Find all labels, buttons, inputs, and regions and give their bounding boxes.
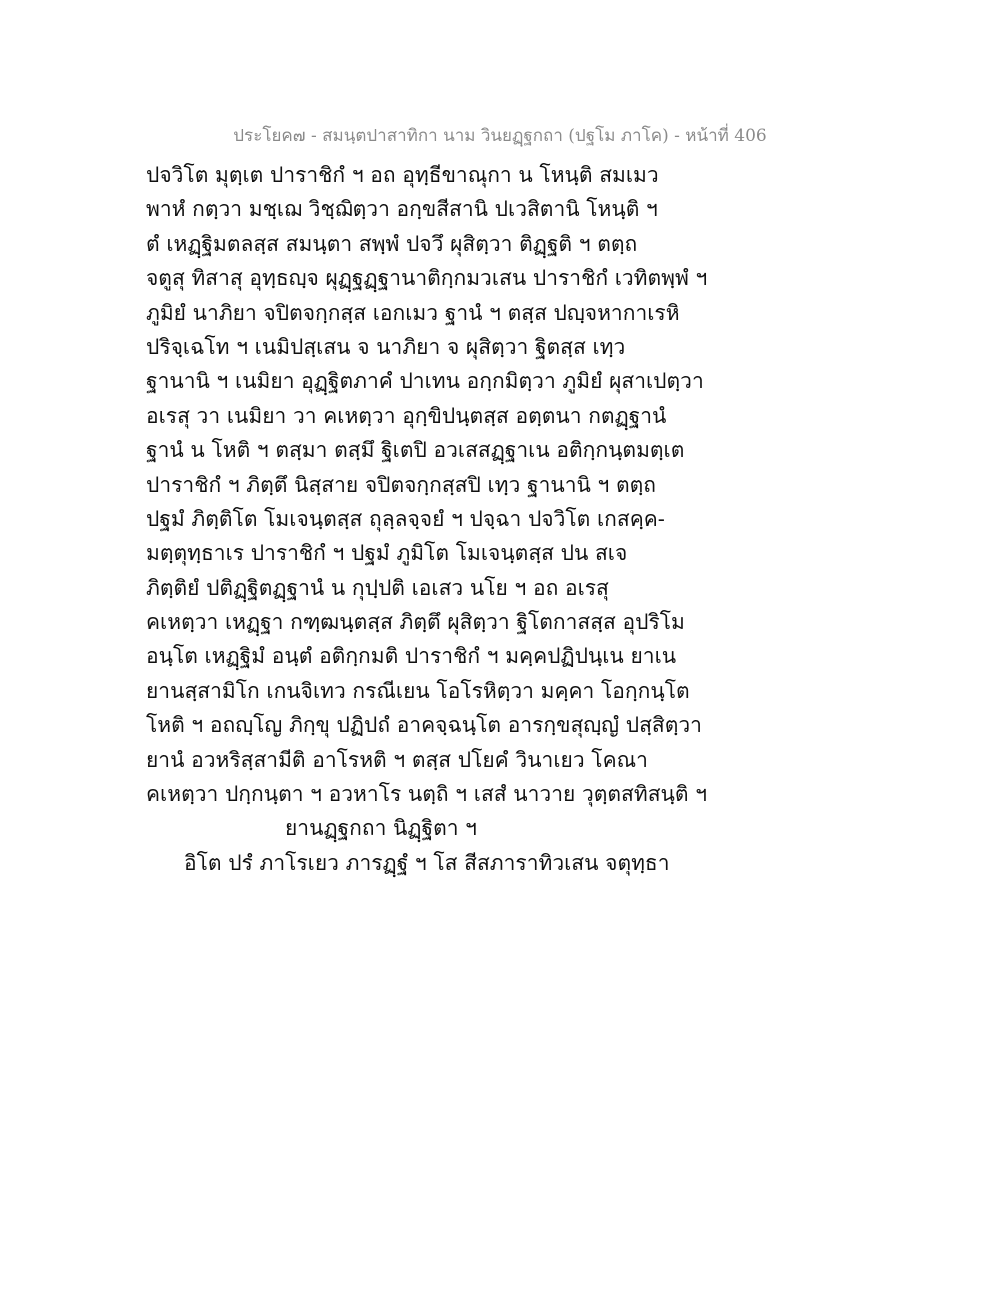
text-line: ฐานํ น โหติ ฯ ตสฺมา ตสฺมึ ฐิเตปิ อวเสสฏฺฐาเน อติกฺกนฺตมตฺเต bbox=[146, 438, 685, 463]
text-line: ตํ เหฏฺฐิมตลสฺส สมนฺตา สพฺพํ ปจวึ ผุสิตฺวา ติฏฺฐติ ฯ ตตฺถ bbox=[146, 231, 638, 256]
text-line: ปาราชิกํ ฯ ภิตฺตึ นิสฺสาย จปิตจกฺกสฺสปิ เทฺว ฐานานิ ฯ ตตฺถ bbox=[146, 472, 657, 497]
text-line: โหติ ฯ อถญฺโญ ภิกฺขุ ปฏิปถํ อาคจฺฉนฺโต อารกฺขสุญฺญํ ปสฺสิตฺวา bbox=[146, 713, 702, 738]
text-line: อนฺโต เหฏฺฐิมํ อนฺตํ อติกฺกมติ ปาราชิกํ ฯ มคฺคปฏิปนฺเน ยาเน bbox=[146, 644, 677, 669]
text-line: คเหตฺวา เหฏฺฐา กฑฺฒนฺตสฺส ภิตฺตึ ผุสิตฺวา ฐิโตกาสสฺส อุปริโม bbox=[146, 610, 685, 635]
text-line: ปจวิโต มุตฺเต ปาราชิกํ ฯ อถ อุทฺธีขาณุกา น โหนฺติ สมเมว bbox=[146, 163, 659, 187]
text-line: ภิตฺติยํ ปติฏฺฐิตฏฺฐานํ น กุปฺปติ เอเสว นโย ฯ อถ อเรสุ bbox=[146, 575, 609, 600]
body-text bbox=[146, 158, 866, 880]
text-line: คเหตฺวา ปกฺกนฺตา ฯ อวหาโร นตฺถิ ฯ เสสํ นาวาย วุตฺตสทิสนฺติ ฯ bbox=[146, 782, 707, 807]
text-line: อเรสุ วา เนมิยา วา คเหตฺวา อุกฺขิปนฺตสฺส อตฺตนา กตฏฺฐานํ bbox=[146, 403, 667, 428]
text-line: พาหํ กตฺวา มชฺเฌ วิชฺฌิตฺวา อกฺขสีสานิ ปเวสิตานิ โหนฺติ ฯ bbox=[146, 197, 658, 222]
text-line: ฐานานิ ฯ เนมิยา อุฏฺฐิตภาคํ ปาเทน อกฺกมิตฺวา ภูมิยํ ผุสาเปตฺวา bbox=[146, 369, 704, 394]
text-line: ยานํ อวหริสฺสามีติ อาโรหติ ฯ ตสฺส ปโยคํ วินาเยว โคณา bbox=[146, 747, 648, 772]
text-line: ปริจฺเฉโท ฯ เนมิปสฺเสน จ นาภิยา จ ผุสิตฺวา ฐิตสฺส เทฺว bbox=[146, 334, 626, 359]
text-line: ภูมิยํ นาภิยา จปิตจกฺกสฺส เอกเมว ฐานํ ฯ ตสฺส ปญฺจหากาเรหิ bbox=[146, 300, 680, 325]
page-header: ประโยค๗ - สมนฺตปาสาทิกา นาม วินยฏฺฐกถา (ปฐโม ภาโค) - หน้าที่ 406 bbox=[233, 126, 767, 146]
text-line: ปฐมํ ภิตฺติโต โมเจนฺตสฺส ถุลฺลจฺจยํ ฯ ปจฺฉา ปจวิโต เกสคฺค- bbox=[146, 506, 665, 531]
text-line: จตูสุ ทิสาสุ อุทฺธญฺจ ผุฏฺฐฏฺฐานาติกฺกมวเสน ปาราชิกํ เวทิตพฺพํ ฯ bbox=[146, 266, 708, 291]
text-line: ยานสฺสามิโก เกนจิเทว กรณีเยน โอโรหิตฺวา มคฺคา โอกฺกนฺโต bbox=[146, 678, 690, 703]
text-line: มตฺตุทฺธาเร ปาราชิกํ ฯ ปฐมํ ภูมิโต โมเจนฺตสฺส ปน สเจ bbox=[146, 541, 628, 566]
paragraph-start-line: อิโต ปรํ ภาโรเยว ภารฏฺฐํ ฯ โส สีสภาราทิวเสน จตุทฺธา bbox=[184, 850, 670, 875]
section-end-line: ยานฏฺฐกถา นิฏฺฐิตา ฯ bbox=[285, 816, 477, 841]
